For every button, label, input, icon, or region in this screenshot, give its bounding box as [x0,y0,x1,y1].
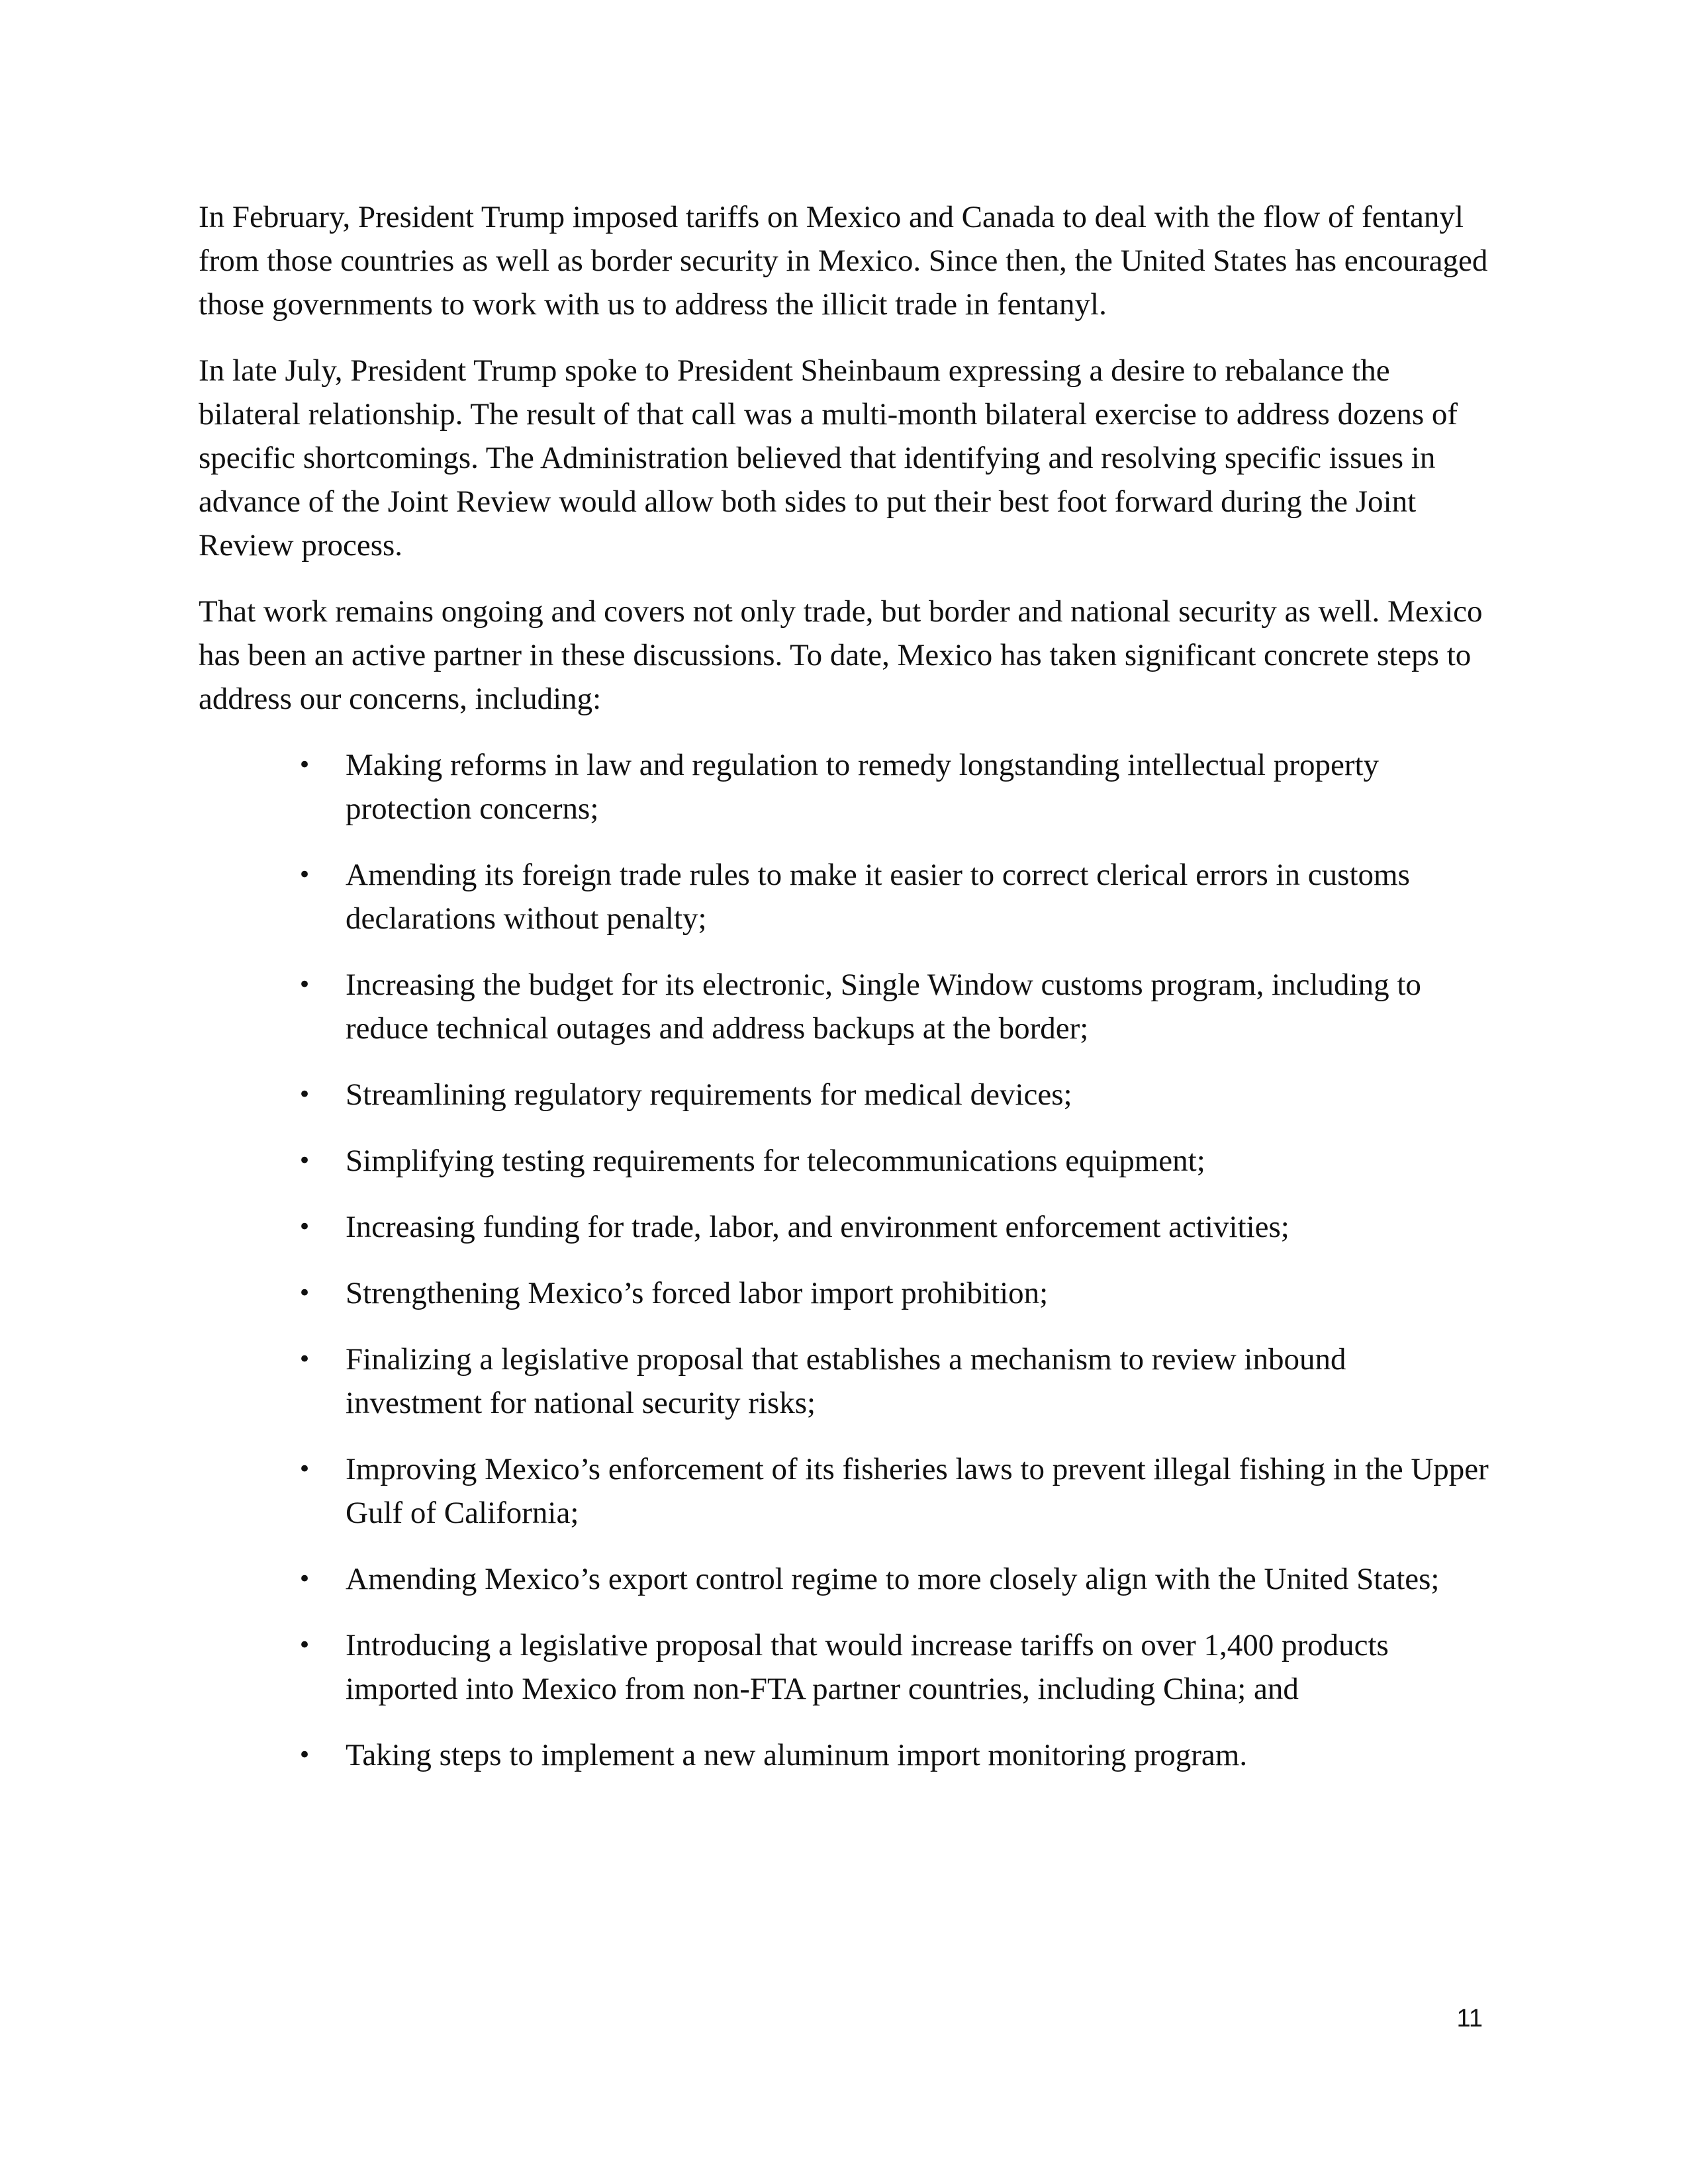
list-item-text: Introducing a legislative proposal that would increase tariffs on over 1,400 products imported into Mexico from non-FTA partner countries, including China; and [346,1628,1389,1706]
bullet-icon: • [298,862,312,888]
list-item-text: Increasing funding for trade, labor, and environment enforcement activities; [346,1210,1289,1244]
list-item [199,1447,1489,1535]
paragraph-late-july-call: In late July, President Trump spoke to President Sheinbaum expressing a desire to rebalance the bilateral relationship. The result of that call was a multi-month bilateral exercise to address dozens of specific shortcomings. The Administration believed that identifying and resolving specific issues in advance of the Joint Review would allow both sides to put their best foot forward during the Joint Review process. [199,353,1458,563]
list-item-text: Strengthening Mexico’s forced labor import prohibition; [346,1276,1049,1310]
list-item [199,963,1489,1050]
bullet-icon: • [298,1456,312,1482]
list-item [199,1271,1489,1315]
bullet-icon: • [298,1214,312,1240]
bullet-icon: • [298,1632,312,1659]
list-item-text: Simplifying testing requirements for telecommunications equipment; [346,1144,1205,1178]
list-item-text: Taking steps to implement a new aluminum import monitoring program. [346,1738,1248,1772]
list-item [199,853,1489,940]
list-item-text: Improving Mexico’s enforcement of its fisheries laws to prevent illegal fishing in the Upper Gulf of California; [346,1452,1489,1530]
list-item [199,1733,1489,1777]
bullet-icon: • [298,1566,312,1592]
list-item [199,1557,1489,1601]
paragraph-ongoing-work: That work remains ongoing and covers not only trade, but border and national security as well. Mexico has been an active partner in these discussions. To date, Mexico has taken significant concrete steps to address our concerns, including: [199,594,1483,716]
paragraph-february-tariffs: In February, President Trump imposed tariffs on Mexico and Canada to deal with the flow of fentanyl from those countries as well as border security in Mexico. Since then, the United States has encouraged those governments to work with us to address the illicit trade in fentanyl. [199,200,1488,322]
bullet-icon: • [298,1346,312,1373]
list-item-text: Streamlining regulatory requirements for medical devices; [346,1077,1072,1112]
list-item-text: Increasing the budget for its electronic, Single Window customs program, including to reduce technical outages and address backups at the border; [346,968,1421,1046]
bullet-icon: • [298,972,312,998]
document-body [199,195,1489,1799]
list-item-text: Finalizing a legislative proposal that establishes a mechanism to review inbound investment for national security risks; [346,1342,1346,1420]
concerns-bullet-list [199,743,1489,1777]
bullet-icon: • [298,1742,312,1768]
list-item [199,1623,1489,1711]
page-number: 11 [1456,2005,1483,2032]
bullet-icon: • [298,1081,312,1108]
list-item-text: Making reforms in law and regulation to remedy longstanding intellectual property protection concerns; [346,748,1380,826]
list-item [199,1205,1489,1249]
list-item [199,1073,1489,1116]
bullet-icon: • [298,1148,312,1174]
list-item [199,1338,1489,1425]
bullet-icon: • [298,752,312,778]
list-item-text: Amending Mexico’s export control regime to more closely align with the United States; [346,1562,1440,1596]
bullet-icon: • [298,1280,312,1306]
list-item [199,743,1489,831]
list-item-text: Amending its foreign trade rules to make it easier to correct clerical errors in customs declarations without penalty; [346,858,1410,936]
list-item [199,1139,1489,1183]
